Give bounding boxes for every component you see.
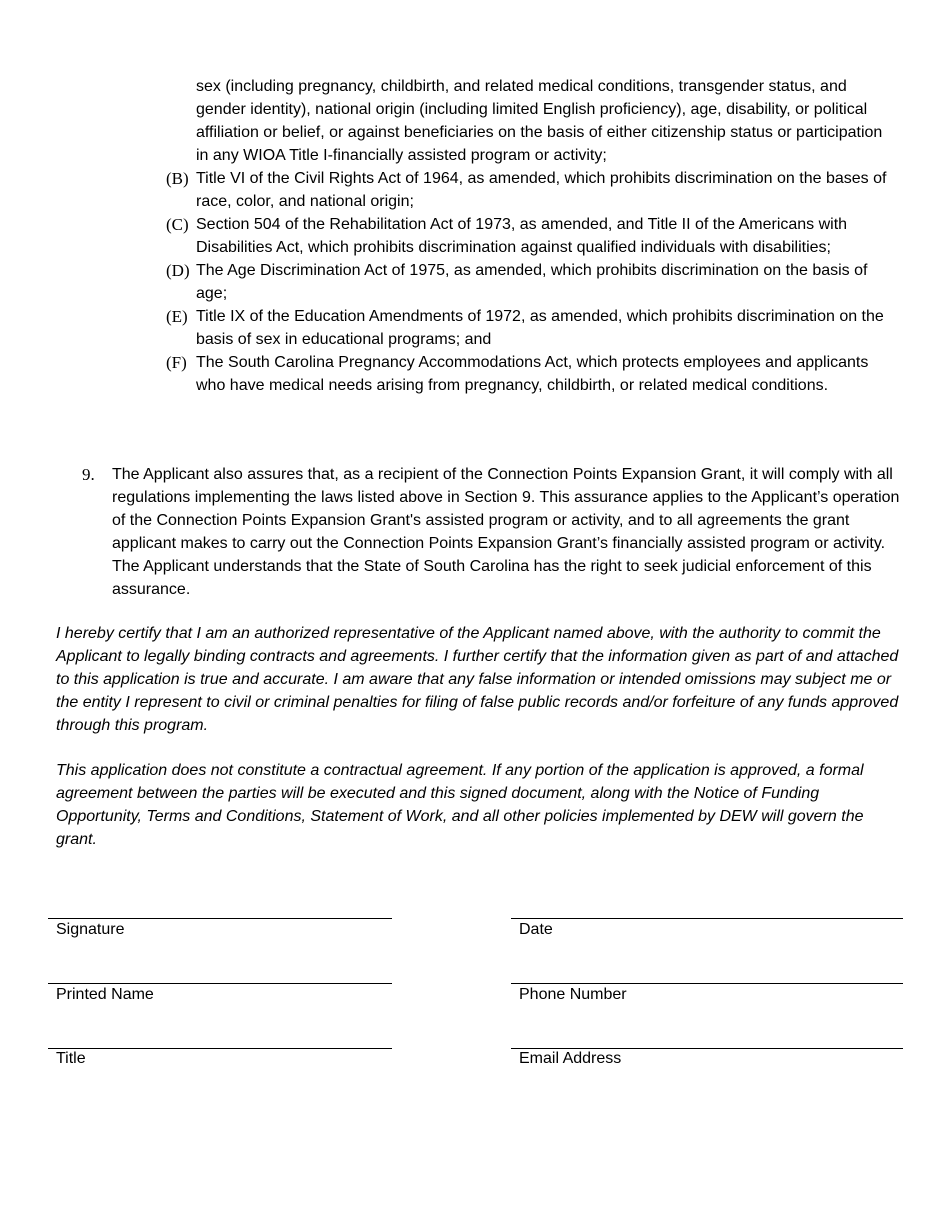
- list-item: [166, 305, 896, 351]
- section8-sublist: [166, 167, 896, 397]
- list-item-text: The Age Discrimination Act of 1975, as amended, which prohibits discrimination on the basis of age;: [196, 262, 868, 302]
- list-item-text: Title IX of the Education Amendments of 1972, as amended, which prohibits discrimination on the basis of sex in educational programs; and: [196, 308, 884, 348]
- signature-line[interactable]: [48, 918, 392, 919]
- phone-number-line[interactable]: [511, 983, 903, 984]
- section8-lead-text: sex (including pregnancy, childbirth, and related medical conditions, transgender status, and gender identity), national origin (including limited English proficiency), age, disability, or political affiliation or belief, or against beneficiaries on the basis of either citizenship status or participation in any WIOA Title I-financially assisted program or activity;: [196, 78, 883, 164]
- printed-name-line[interactable]: [48, 983, 392, 984]
- list-marker: (C): [166, 215, 189, 234]
- list-item: [166, 167, 896, 213]
- certification-paragraph: I hereby certify that I am an authorized representative of the Applicant named above, with the authority to commit the Applicant to legally binding contracts and agreements. I further certify that the information given as part of and attached to this application is true and accurate. I am aware that any false information or intended omissions may subject me or the entity I represent to civil or criminal penalties for filing of false public records and/or forfeiture of any funds approved through this program.: [56, 625, 899, 734]
- list-marker: (E): [166, 307, 188, 326]
- title-line[interactable]: [48, 1048, 392, 1049]
- list-marker: (D): [166, 261, 190, 280]
- date-line[interactable]: [511, 918, 903, 919]
- section9-text: The Applicant also assures that, as a recipient of the Connection Points Expansion Grant, it will comply with all regulations implementing the laws listed above in Section 9. This assurance applies to the Applicant’s operation of the Connection Points Expansion Grant's assisted program or activity, and to all agreements the grant applicant makes to carry out the Connection Points Expansion Grant’s financially assisted program or activity. The Applicant understands that the State of South Carolina has the right to seek judicial enforcement of this assurance.: [112, 466, 900, 598]
- list-marker: (B): [166, 169, 189, 188]
- disclaimer-paragraph: This application does not constitute a contractual agreement. If any portion of the application is approved, a formal agreement between the parties will be executed and this signed document, along with the Notice of Funding Opportunity, Terms and Conditions, Statement of Work, and all other policies implemented by DEW will govern the grant.: [56, 762, 864, 848]
- date-label: Date: [519, 921, 553, 938]
- section9-item: [82, 463, 902, 601]
- list-item: [166, 259, 896, 305]
- phone-number-label: Phone Number: [519, 986, 627, 1003]
- printed-name-label: Printed Name: [56, 986, 154, 1003]
- list-item: [166, 351, 896, 397]
- list-item: [166, 213, 896, 259]
- list-marker: (F): [166, 353, 187, 372]
- email-address-label: Email Address: [519, 1050, 622, 1067]
- signature-label: Signature: [56, 921, 125, 938]
- list-item-text: The South Carolina Pregnancy Accommodations Act, which protects employees and applicants who have medical needs arising from pregnancy, childbirth, or related medical conditions.: [196, 354, 869, 394]
- section9-number: 9.: [82, 465, 95, 484]
- list-item-text: Title VI of the Civil Rights Act of 1964, as amended, which prohibits discrimination on the bases of race, color, and national origin;: [196, 170, 887, 210]
- title-label: Title: [56, 1050, 86, 1067]
- list-item-text: Section 504 of the Rehabilitation Act of 1973, as amended, and Title II of the Americans with Disabilities Act, which prohibits discrimination against qualified individuals with disabilities;: [196, 216, 848, 256]
